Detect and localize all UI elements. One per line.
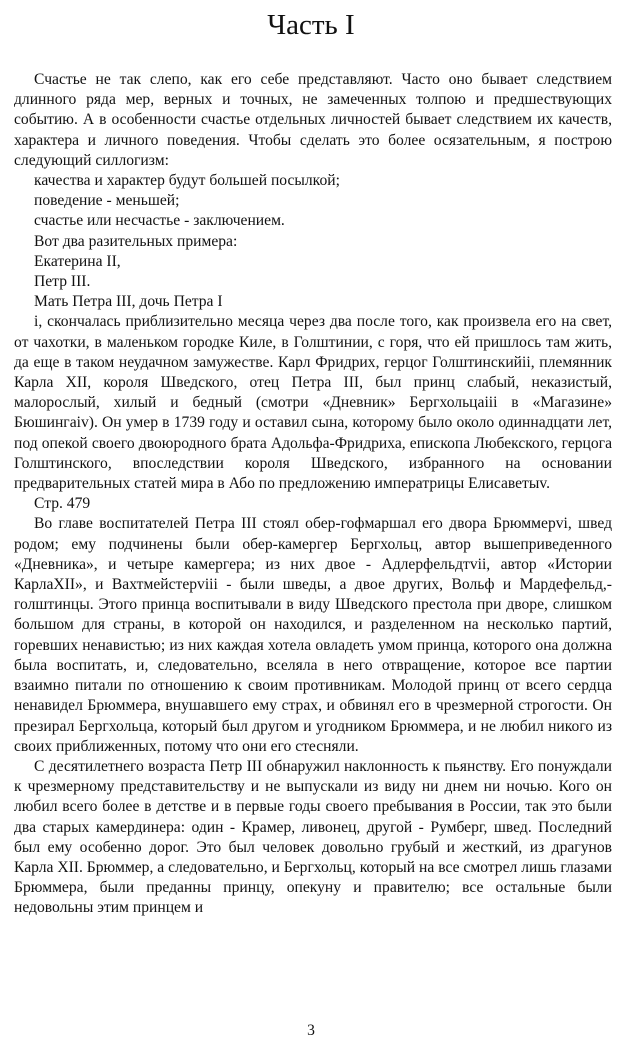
- body-text: [14, 70, 612, 919]
- paragraph: Во главе воспитателей Петра III стоял обер-гофмаршал его двора Брюммерvi, швед родом; ему подчинены были обер-камергер Бергхольц, автор вышеприведенного «Дневника», и четыре камергера; из них двое - Адлерфельдтvii, автор «Истории КарлаXII», и Вахтмейстерviii - были шведы, а двое других, Вольф и Мардефельд,- голштинцы. Этого принца воспитывали в виду Шведского престола при дворе, слишком большом для страны, в которой он находился, и разделенном на несколько партий, горевших ненавистью; из них каждая хотела овладеть умом принца, которого она должна была воспитать, и, следовательно, вселяла в него отвращение, которое все партии взаимно питали по отношению к своим противникам. Молодой принц от всего сердца ненавидел Брюммера, внушавшего ему страх, и обвинял его в чрезмерной строгости. Он презирал Бергхольца, который был другом и угодником Брюммера, и не любил никого из своих приближенных, потому что они его стесняли.: [14, 515, 612, 755]
- paragraph-line: Петр III.: [34, 273, 91, 291]
- syllogism-line: поведение - меньшей;: [34, 192, 180, 210]
- chapter-heading: Часть I: [267, 9, 355, 41]
- page-number: 3: [307, 1022, 315, 1039]
- paragraph: С десятилетнего возраста Петр III обнаружил наклонность к пьянству. Его понуждали к чрезмерному представительству и не выпускали из виду ни днем ни ночью. Кого он любил всего более в детстве и в первые годы своего пребывания в России, так это были два старых камердинера: один - Крамер, ливонец, другой - Румберг, швед. Последний был ему особенно дорог. Это был человек довольно грубый и жесткий, из драгунов Карла XII. Брюммер, а следовательно, и Бергхольц, который на все смотрел лишь глазами Брюммера, были преданны принцу, опекуну и правителю; все остальные были недовольны этим принцем и: [14, 757, 612, 917]
- paragraph-line: Екатерина II,: [34, 252, 121, 270]
- page-reference: Стр. 479: [34, 495, 91, 513]
- paragraph: Счастье не так слепо, как его себе представляют. Часто оно бывает следствием длинного ряда мер, верных и точных, не замеченных толпою и предшествующих событию. А в особенности счастье отдельных личностей бывает следствием их качеств, характера и личного поведения. Чтобы сделать это более осязательным, я построю следующий силлогизм:: [14, 71, 612, 169]
- syllogism-line: качества и характер будут большей посылкой;: [34, 172, 340, 190]
- paragraph-line: Вот два разительных примера:: [34, 232, 238, 250]
- paragraph: i, скончалась приблизительно месяца через два после того, как произвела его на свет, от чахотки, в маленьком городке Киле, в Голштинии, с горя, что ей пришлось там жить, да еще в таком неудачном замужестве. Карл Фридрих, герцог Голштинскийii, племянник Карла XII, короля Шведского, отец Петра III, был принц слабый, неказистый, малорослый, хилый и бедный (смотри «Дневник» Бергхольцаiii в «Магазине» Бюшингаiv). Он умер в 1739 году и оставил сына, которому было около одиннадцати лет, под опекой своего двоюродного брата Адольфа-Фридриха, епископа Любекского, герцога Голштинского, впоследствии короля Шведского, избранного на основании предварительных статей мира в Або по предложению императрицы Елисаветыv.: [14, 313, 612, 493]
- syllogism-line: счастье или несчастье - заключением.: [34, 212, 285, 230]
- paragraph-line: Мать Петра III, дочь Петра I: [34, 293, 223, 311]
